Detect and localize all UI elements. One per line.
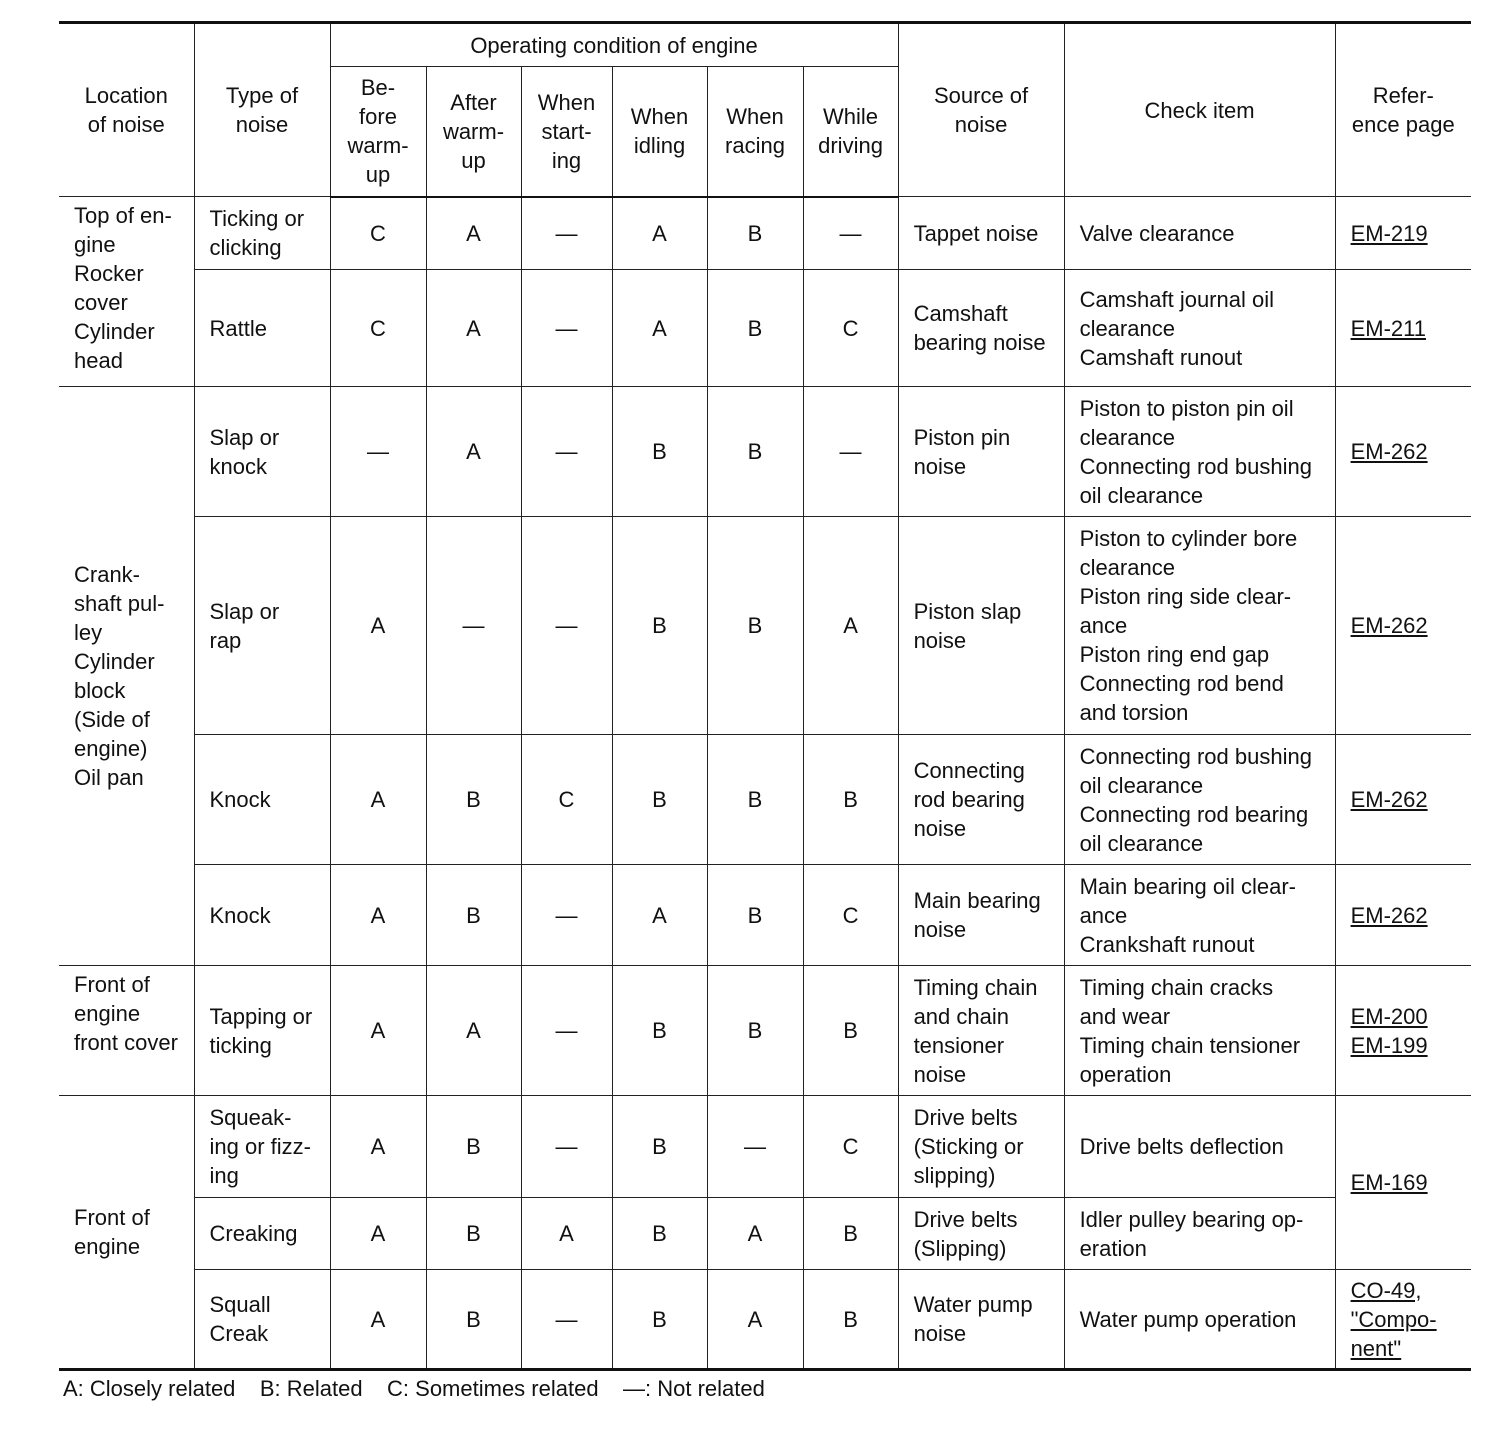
- table-row: [59, 270, 1471, 387]
- condition-cell: A: [330, 865, 426, 966]
- condition-cell: —: [330, 387, 426, 517]
- table-row: [59, 517, 1471, 735]
- type-cell: Slap or rap: [194, 517, 330, 735]
- check-cell: Main bearing oil clear- ance Crankshaft runout: [1064, 865, 1335, 966]
- reference-link[interactable]: EM-262: [1350, 902, 1428, 928]
- condition-cell: A: [612, 865, 707, 966]
- condition-cell: —: [521, 387, 612, 517]
- condition-cell: B: [707, 966, 803, 1096]
- type-cell: Knock: [194, 865, 330, 966]
- header-while-driving: While driving: [803, 67, 898, 197]
- check-cell: Piston to piston pin oil clearance Connecting rod bushing oil clearance: [1064, 387, 1335, 517]
- header-reference: Refer- ence page: [1335, 23, 1471, 197]
- table-row: [59, 1270, 1471, 1370]
- condition-cell: —: [521, 270, 612, 387]
- reference-cell: [1335, 966, 1471, 1096]
- condition-cell: B: [803, 966, 898, 1096]
- condition-cell: A: [330, 1270, 426, 1370]
- table-row: [59, 865, 1471, 966]
- location-cell: Front of engine front cover: [59, 966, 194, 1096]
- location-cell: Front of engine: [59, 1096, 194, 1370]
- condition-cell: C: [330, 270, 426, 387]
- condition-cell: B: [803, 735, 898, 865]
- condition-cell: A: [426, 387, 521, 517]
- engine-noise-table: [59, 21, 1471, 1371]
- check-cell: Piston to cylinder bore clearance Piston ring side clear- ance Piston ring end gap Connecting rod bend and torsion: [1064, 517, 1335, 735]
- condition-cell: C: [521, 735, 612, 865]
- condition-cell: B: [612, 1096, 707, 1198]
- condition-cell: B: [426, 1096, 521, 1198]
- location-cell: Crank- shaft pul- ley Cylinder block (Side of engine) Oil pan: [59, 387, 194, 966]
- condition-cell: A: [612, 197, 707, 270]
- reference-link[interactable]: EM-262: [1350, 613, 1428, 638]
- condition-cell: —: [803, 197, 898, 270]
- condition-cell: B: [426, 735, 521, 865]
- condition-cell: A: [521, 1198, 612, 1270]
- reference-cell: [1335, 1096, 1471, 1270]
- condition-cell: B: [707, 735, 803, 865]
- table-row: [59, 1198, 1471, 1270]
- source-cell: Tappet noise: [898, 197, 1064, 270]
- source-cell: Main bearing noise: [898, 865, 1064, 966]
- condition-cell: C: [803, 865, 898, 966]
- condition-cell: B: [803, 1270, 898, 1370]
- condition-cell: —: [521, 197, 612, 270]
- condition-cell: A: [330, 517, 426, 735]
- condition-cell: —: [521, 966, 612, 1096]
- condition-cell: B: [707, 865, 803, 966]
- condition-cell: B: [426, 1270, 521, 1370]
- table-row: [59, 966, 1471, 1096]
- condition-cell: B: [803, 1198, 898, 1270]
- condition-cell: A: [330, 735, 426, 865]
- reference-cell: [1335, 270, 1471, 387]
- condition-cell: C: [803, 270, 898, 387]
- condition-cell: B: [707, 270, 803, 387]
- reference-cell: [1335, 197, 1471, 270]
- table-row: [59, 1096, 1471, 1198]
- type-cell: Tapping or ticking: [194, 966, 330, 1096]
- reference-link[interactable]: EM-262: [1350, 787, 1428, 812]
- condition-cell: A: [330, 1096, 426, 1198]
- type-cell: Creaking: [194, 1198, 330, 1270]
- condition-cell: —: [521, 865, 612, 966]
- reference-cell: [1335, 387, 1471, 517]
- condition-cell: B: [426, 865, 521, 966]
- check-cell: Valve clearance: [1064, 197, 1335, 270]
- condition-cell: B: [426, 1198, 521, 1270]
- reference-cell: [1335, 517, 1471, 735]
- reference-link[interactable]: EM-219: [1350, 220, 1428, 246]
- condition-cell: B: [707, 197, 803, 270]
- condition-cell: C: [330, 197, 426, 270]
- header-source: Source of noise: [898, 23, 1064, 197]
- condition-cell: B: [707, 517, 803, 735]
- type-cell: Rattle: [194, 270, 330, 387]
- source-cell: Camshaft bearing noise: [898, 270, 1064, 387]
- location-cell: Top of en- gine Rocker cover Cylinder head: [59, 197, 194, 387]
- table-row: [59, 197, 1471, 270]
- condition-cell: —: [521, 1096, 612, 1198]
- header-when-idling: When idling: [612, 67, 707, 197]
- reference-cell: [1335, 735, 1471, 865]
- condition-cell: A: [426, 270, 521, 387]
- reference-link[interactable]: EM-169: [1350, 1170, 1428, 1195]
- condition-cell: A: [803, 517, 898, 735]
- check-cell: Idler pulley bearing op- eration: [1064, 1198, 1335, 1270]
- condition-cell: B: [612, 966, 707, 1096]
- condition-cell: A: [330, 1198, 426, 1270]
- reference-link[interactable]: EM-262: [1350, 439, 1428, 464]
- condition-cell: B: [612, 1270, 707, 1370]
- source-cell: Piston pin noise: [898, 387, 1064, 517]
- reference-link[interactable]: EM-211: [1350, 315, 1426, 341]
- header-operating-condition: Operating condition of engine: [330, 23, 898, 67]
- table-row: [59, 387, 1471, 517]
- check-cell: Camshaft journal oil clearance Camshaft runout: [1064, 270, 1335, 387]
- source-cell: Water pump noise: [898, 1270, 1064, 1370]
- header-check-item: Check item: [1064, 23, 1335, 197]
- condition-cell: A: [330, 966, 426, 1096]
- check-cell: Timing chain cracks and wear Timing chain tensioner operation: [1064, 966, 1335, 1096]
- legend: A: Closely related B: Related C: Sometimes related —: Not related: [63, 1376, 765, 1401]
- condition-cell: —: [521, 517, 612, 735]
- condition-cell: A: [426, 197, 521, 270]
- type-cell: Knock: [194, 735, 330, 865]
- source-cell: Piston slap noise: [898, 517, 1064, 735]
- condition-cell: B: [612, 735, 707, 865]
- header-after-warmup: After warm- up: [426, 67, 521, 197]
- condition-cell: —: [803, 387, 898, 517]
- header-when-starting: When start- ing: [521, 67, 612, 197]
- condition-cell: A: [707, 1270, 803, 1370]
- type-cell: Ticking or clicking: [194, 197, 330, 270]
- table-row: [59, 735, 1471, 865]
- condition-cell: —: [521, 1270, 612, 1370]
- reference-link[interactable]: CO-49, "Compo- nent": [1350, 1277, 1437, 1361]
- check-cell: Water pump operation: [1064, 1270, 1335, 1370]
- condition-cell: B: [707, 387, 803, 517]
- header-location: Location of noise: [59, 23, 194, 197]
- condition-cell: A: [612, 270, 707, 387]
- check-cell: Connecting rod bushing oil clearance Connecting rod bearing oil clearance: [1064, 735, 1335, 865]
- header-type: Type of noise: [194, 23, 330, 197]
- condition-cell: A: [426, 966, 521, 1096]
- reference-link[interactable]: EM-200 EM-199: [1350, 1003, 1428, 1058]
- source-cell: Drive belts (Slipping): [898, 1198, 1064, 1270]
- type-cell: Squeak- ing or fizz- ing: [194, 1096, 330, 1198]
- source-cell: Connecting rod bearing noise: [898, 735, 1064, 865]
- condition-cell: —: [426, 517, 521, 735]
- condition-cell: B: [612, 517, 707, 735]
- condition-cell: B: [612, 387, 707, 517]
- reference-cell: [1335, 865, 1471, 966]
- header-before-warmup: Be- fore warm- up: [330, 67, 426, 197]
- type-cell: Squall Creak: [194, 1270, 330, 1370]
- header-when-racing: When racing: [707, 67, 803, 197]
- source-cell: Drive belts (Sticking or slipping): [898, 1096, 1064, 1198]
- source-cell: Timing chain and chain tensioner noise: [898, 966, 1064, 1096]
- condition-cell: C: [803, 1096, 898, 1198]
- reference-cell: [1335, 1270, 1471, 1370]
- check-cell: Drive belts deflection: [1064, 1096, 1335, 1198]
- condition-cell: A: [707, 1198, 803, 1270]
- type-cell: Slap or knock: [194, 387, 330, 517]
- condition-cell: —: [707, 1096, 803, 1198]
- condition-cell: B: [612, 1198, 707, 1270]
